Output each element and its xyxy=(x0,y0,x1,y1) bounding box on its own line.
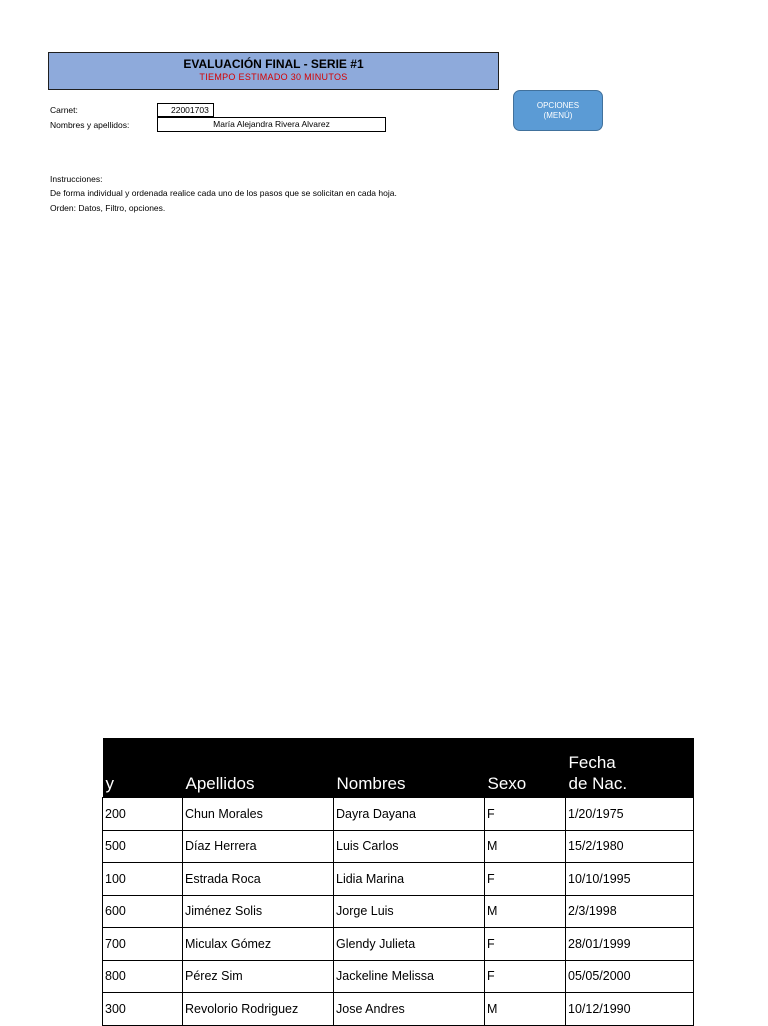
cell-nombres[interactable]: Lidia Marina xyxy=(334,863,485,896)
cell-sexo[interactable]: F xyxy=(485,798,566,831)
cell-nombres[interactable]: Jose Andres xyxy=(334,993,485,1026)
cell-fecha[interactable]: 05/05/2000 xyxy=(566,960,694,993)
data-table xyxy=(102,738,694,1026)
cell-apellidos[interactable]: Díaz Herrera xyxy=(183,830,334,863)
cell-sexo[interactable]: F xyxy=(485,863,566,896)
cell-apellidos[interactable]: Pérez Sim xyxy=(183,960,334,993)
cell-nombres[interactable]: Jorge Luis xyxy=(334,895,485,928)
table-row xyxy=(103,895,694,928)
instructions-line-1: De forma individual y ordenada realice cada uno de los pasos que se solicitan en cada hoja. xyxy=(50,188,397,198)
cell-apellidos[interactable]: Jiménez Solis xyxy=(183,895,334,928)
header-apellidos[interactable]: Apellidos xyxy=(183,738,334,798)
cell-fecha[interactable]: 1/20/1975 xyxy=(566,798,694,831)
cell-fecha[interactable]: 28/01/1999 xyxy=(566,928,694,961)
instructions-line-2: Orden: Datos, Filtro, opciones. xyxy=(50,203,166,213)
cell-nombres[interactable]: Jackeline Melissa xyxy=(334,960,485,993)
cell-sexo[interactable]: F xyxy=(485,928,566,961)
name-field[interactable]: María Alejandra Rivera Alvarez xyxy=(157,117,386,132)
cell-apellidos[interactable]: Miculax Gómez xyxy=(183,928,334,961)
cell-nombres[interactable]: Glendy Julieta xyxy=(334,928,485,961)
table-row xyxy=(103,798,694,831)
cell-sexo[interactable]: M xyxy=(485,993,566,1026)
cell-sexo[interactable]: F xyxy=(485,960,566,993)
options-menu-label-line1: OPCIONES xyxy=(536,100,580,110)
cell-id[interactable]: 600 xyxy=(103,895,183,928)
table-header-row xyxy=(103,738,694,798)
carnet-label: Carnet: xyxy=(50,105,78,115)
instructions-heading: Instrucciones: xyxy=(50,174,103,184)
cell-id[interactable]: 500 xyxy=(103,830,183,863)
cell-apellidos[interactable]: Chun Morales xyxy=(183,798,334,831)
header-sexo[interactable]: Sexo xyxy=(485,738,566,798)
title-banner xyxy=(48,52,499,90)
carnet-field[interactable]: 22001703 xyxy=(157,103,214,117)
options-menu-label-line2: (MENÚ) xyxy=(543,110,573,120)
cell-id[interactable]: 700 xyxy=(103,928,183,961)
page-title: EVALUACIÓN FINAL - SERIE #1 xyxy=(183,57,364,71)
name-label: Nombres y apellidos: xyxy=(50,120,130,130)
header-fecha-line1: Fecha xyxy=(568,753,616,772)
estimated-time: TIEMPO ESTIMADO 30 MINUTOS xyxy=(199,72,348,82)
table-row xyxy=(103,830,694,863)
cell-fecha[interactable]: 10/10/1995 xyxy=(566,863,694,896)
cell-fecha[interactable]: 10/12/1990 xyxy=(566,993,694,1026)
cell-sexo[interactable]: M xyxy=(485,830,566,863)
cell-nombres[interactable]: Dayra Dayana xyxy=(334,798,485,831)
cell-nombres[interactable]: Luis Carlos xyxy=(334,830,485,863)
table-row xyxy=(103,960,694,993)
cell-apellidos[interactable]: Estrada Roca xyxy=(183,863,334,896)
header-id[interactable]: y xyxy=(103,738,183,798)
table-row xyxy=(103,993,694,1026)
cell-fecha[interactable]: 15/2/1980 xyxy=(566,830,694,863)
cell-id[interactable]: 200 xyxy=(103,798,183,831)
cell-apellidos[interactable]: Revolorio Rodriguez xyxy=(183,993,334,1026)
header-fecha-nac[interactable] xyxy=(566,738,694,798)
cell-id[interactable]: 800 xyxy=(103,960,183,993)
cell-id[interactable]: 100 xyxy=(103,863,183,896)
table-row xyxy=(103,863,694,896)
header-nombres[interactable]: Nombres xyxy=(334,738,485,798)
table-row xyxy=(103,928,694,961)
header-fecha-line2: de Nac. xyxy=(568,774,628,793)
cell-id[interactable]: 300 xyxy=(103,993,183,1026)
cell-sexo[interactable]: M xyxy=(485,895,566,928)
cell-fecha[interactable]: 2/3/1998 xyxy=(566,895,694,928)
options-menu-button[interactable] xyxy=(513,90,603,131)
